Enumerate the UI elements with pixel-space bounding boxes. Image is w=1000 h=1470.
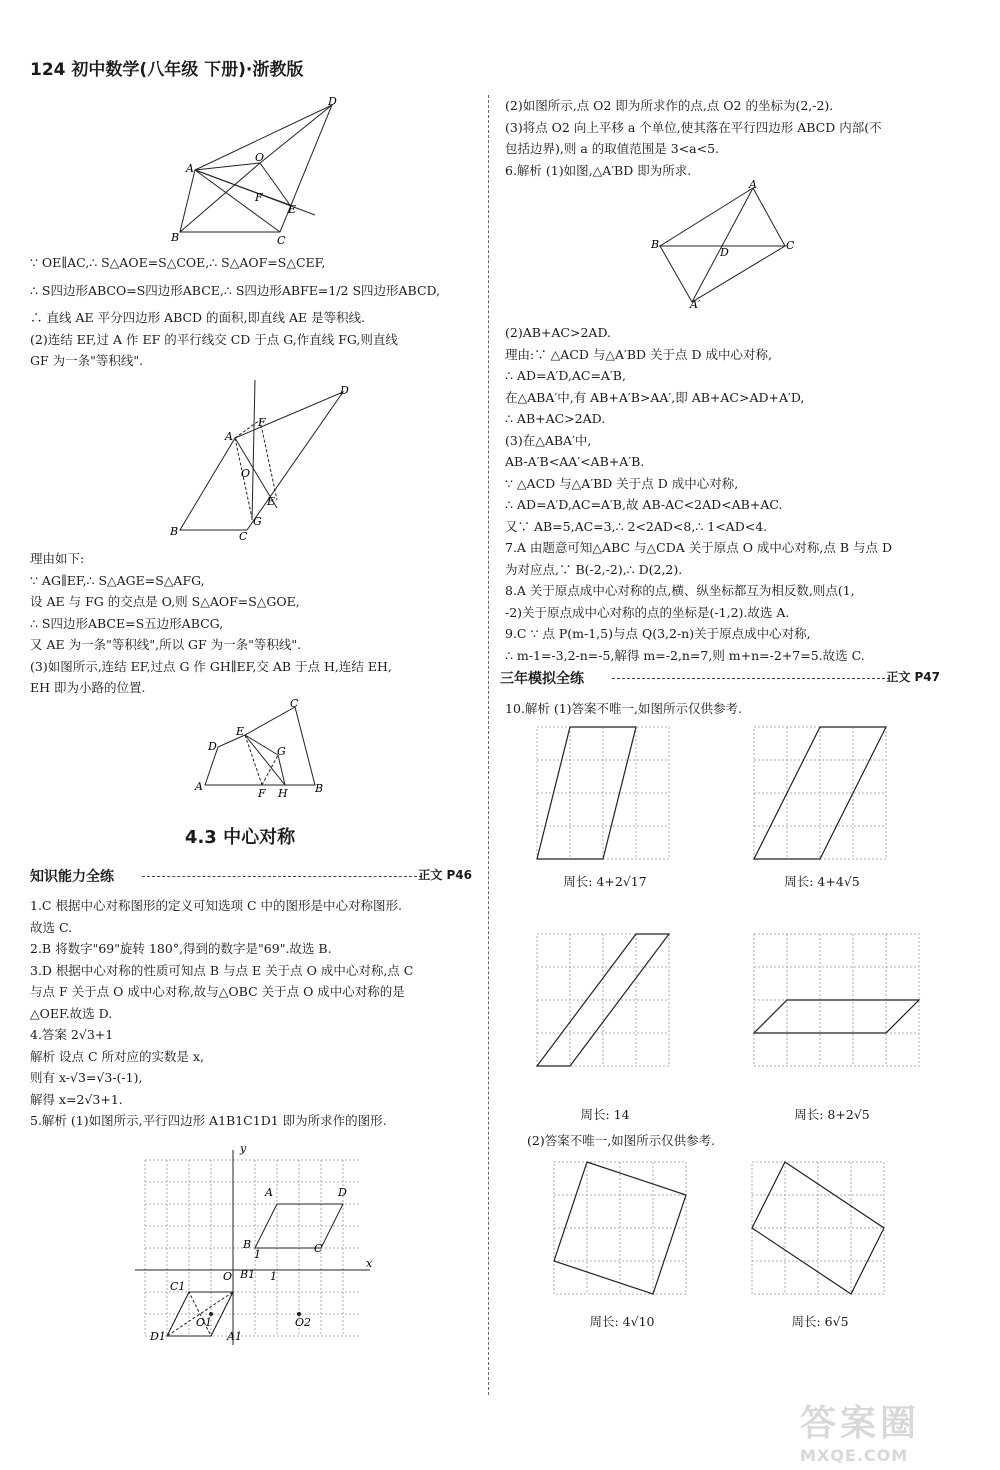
text-line: 8.A 关于原点成中心对称的点,横、纵坐标都互为相反数,则点(1,	[505, 583, 855, 598]
svg-text:C: C	[290, 697, 299, 710]
watermark-text: 答案圈	[800, 1403, 921, 1444]
section-title: 4.3 中心对称	[184, 827, 296, 848]
text-line: ∴ 直线 AE 平分四边形 ABCD 的面积,即直线 AE 是等积线.	[30, 310, 366, 325]
text-line: 理由如下:	[30, 551, 85, 566]
text-line: 7.A 由题意可知△ABC 与△CDA 关于原点 O 成中心对称,点 B 与点 D	[505, 540, 893, 555]
svg-text:C: C	[786, 239, 795, 252]
answer-line: 与点 F 关于点 O 成中心对称,故与△OBC 关于点 O 成中心对称的是	[30, 984, 405, 999]
text-line: 设 AE 与 FG 的交点是 O,则 S△AOF=S△GOE,	[30, 594, 300, 609]
perimeter-caption: 周长: 6√5	[791, 1314, 849, 1329]
bar-page-ref: 正文 P47	[886, 670, 940, 684]
svg-text:y: y	[240, 1142, 247, 1155]
answer-line: 故选 C.	[30, 919, 73, 935]
svg-text:A: A	[186, 162, 194, 175]
svg-text:A: A	[749, 180, 757, 191]
svg-text:D: D	[328, 95, 337, 108]
text-line: ∵ OE∥AC,∴ S△AOE=S△COE,∴ S△AOF=S△CEF,	[30, 255, 326, 270]
perimeter-caption: 周长: 4√10	[589, 1314, 655, 1329]
perimeter-caption: 周长: 14	[580, 1107, 630, 1122]
text-line: (2)连结 EF,过 A 作 EF 的平行线交 CD 于点 G,作直线 FG,则直线	[30, 331, 398, 347]
svg-text:E: E	[288, 203, 297, 216]
answer-line: △OEF.故选 D.	[30, 1005, 113, 1021]
svg-text:1: 1	[270, 1270, 277, 1283]
page-header	[30, 55, 303, 80]
answer-line: 则有 x-√3=√3-(-1),	[30, 1070, 143, 1085]
figure-pentagon	[190, 695, 340, 800]
figure-quadrilateral-1	[165, 95, 355, 245]
text-line: 为对应点,∵ B(-2,-2),∴ D(2,2).	[505, 561, 683, 577]
svg-text:A: A	[265, 1186, 273, 1199]
perimeter-caption: 周长: 4+2√17	[563, 874, 647, 889]
q10-intro: 10.解析 (1)答案不唯一,如图所示仅供参考.	[505, 701, 743, 716]
svg-text:F: F	[258, 416, 266, 429]
svg-text:B: B	[171, 231, 180, 244]
text-line: GF 为一条"等积线".	[30, 353, 144, 368]
text-line: 6.解析 (1)如图,△A′BD 即为所求.	[505, 162, 692, 178]
svg-text:1: 1	[254, 1248, 261, 1261]
bar-title: 三年模拟全练	[500, 671, 584, 687]
column-divider	[488, 95, 489, 1395]
svg-text:B: B	[315, 782, 324, 795]
text-line: 又∵ AB=5,AC=3,∴ 2<2AD<8,∴ 1<AD<4.	[505, 518, 768, 534]
text-line: ∴ S四边形ABCE=S五边形ABCG,	[30, 615, 224, 631]
text-line: (3)如图所示,连结 EF,过点 G 作 GH∥EF,交 AB 于点 H,连结 EH,	[30, 658, 392, 674]
left-block-2	[30, 548, 470, 699]
svg-text:D: D	[340, 384, 349, 397]
text-line: 在△ABA′中,有 AB+A′B>AA′,即 AB+AC>AD+A′D,	[505, 389, 805, 405]
svg-text:D: D	[338, 1186, 347, 1199]
text-line: -2)关于原点成中心对称的点的坐标是(-1,2).故选 A.	[505, 604, 790, 620]
text-line: (3)将点 O2 向上平移 a 个单位,使其落在平行四边形 ABCD 内部(不	[505, 119, 882, 135]
svg-text:B: B	[243, 1238, 252, 1251]
section-bar-left	[30, 866, 472, 888]
figure-triangle	[648, 180, 798, 310]
svg-text:B1: B1	[240, 1268, 256, 1281]
bar-page-ref: 正文 P46	[418, 868, 472, 882]
grid-figure-2	[752, 725, 892, 865]
answer-line: 解析 设点 C 所对应的实数是 x,	[30, 1048, 204, 1064]
svg-text:D: D	[208, 740, 217, 753]
page-number: 124	[30, 60, 66, 80]
svg-text:D: D	[720, 246, 729, 259]
svg-text:D1: D1	[150, 1330, 166, 1343]
grid-figure-4	[752, 932, 922, 1072]
svg-text:A1: A1	[227, 1330, 242, 1343]
text-line: ∵ △ACD 与△A′BD 关于点 D 成中心对称,	[505, 475, 739, 491]
right-block-2	[505, 322, 950, 666]
answer-line: 1.C 根据中心对称图形的定义可知选项 C 中的图形是中心对称图形.	[30, 898, 402, 913]
text-line: ∴ AD=A′D,AC=A′B,	[505, 368, 626, 383]
perimeter-caption: 周长: 8+2√5	[794, 1107, 870, 1122]
grid-figure-5	[552, 1160, 692, 1300]
text-line: ∴ S四边形ABCO=S四边形ABCE,∴ S四边形ABFE=1/2 S四边形ABCD,	[30, 282, 441, 298]
svg-text:B: B	[170, 525, 179, 538]
answer-line: 解得 x=2√3+1.	[30, 1091, 123, 1107]
svg-text:O1: O1	[196, 1316, 213, 1329]
svg-text:G: G	[277, 745, 286, 758]
svg-text:A′: A′	[690, 298, 701, 310]
answer-line: 2.B 将数字"69"旋转 180°,得到的数字是"69".故选 B.	[30, 941, 332, 956]
book-title: 初中数学(八年级 下册)·浙教版	[71, 60, 304, 80]
perimeter-caption: 周长: 4+4√5	[784, 874, 860, 889]
svg-text:H: H	[278, 787, 288, 800]
svg-text:O: O	[255, 151, 265, 164]
text-line: ∴ AD=A′D,AC=A′B,故 AB-AC<2AD<AB+AC.	[505, 497, 783, 512]
q10-part2: (2)答案不唯一,如图所示仅供参考.	[527, 1133, 716, 1148]
svg-text:x: x	[366, 1257, 373, 1270]
grid-figure-3	[535, 932, 675, 1072]
grid-figure-1	[535, 725, 675, 865]
left-block-1	[30, 252, 470, 372]
text-line: ∴ m-1=-3,2-n=-5,解得 m=-2,n=7,则 m+n=-2+7=5.故选 C.	[505, 647, 865, 663]
svg-text:B: B	[651, 238, 660, 251]
figure-coordinate-grid	[130, 1140, 380, 1350]
text-line: 包括边界),则 a 的取值范围是 3<a<5.	[505, 141, 720, 156]
svg-text:A: A	[195, 780, 203, 793]
svg-text:O2: O2	[295, 1316, 312, 1329]
bar-dashed-line	[142, 876, 422, 877]
svg-text:G: G	[253, 515, 262, 528]
right-block-1	[505, 95, 950, 181]
svg-text:C1: C1	[170, 1280, 186, 1293]
text-line: ∵ AG∥EF,∴ S△AGE=S△AFG,	[30, 572, 205, 588]
text-line: 理由:∵ △ACD 与△A′BD 关于点 D 成中心对称,	[505, 346, 772, 362]
svg-text:F: F	[255, 191, 263, 204]
svg-text:F: F	[258, 787, 266, 800]
svg-text:O: O	[223, 1270, 233, 1283]
grid-figure-6	[750, 1160, 890, 1300]
text-line: AB-A′B<AA′<AB+A′B.	[505, 454, 645, 469]
svg-text:E: E	[267, 495, 276, 508]
section-bar-right	[500, 668, 940, 690]
text-line: EH 即为小路的位置.	[30, 680, 146, 695]
svg-text:E: E	[236, 725, 245, 738]
text-line: (2)AB+AC>2AD.	[505, 325, 611, 340]
svg-text:O: O	[241, 467, 251, 480]
text-line: ∴ AB+AC>2AD.	[505, 411, 606, 426]
text-line: 9.C ∵ 点 P(m-1,5)与点 Q(3,2-n)关于原点成中心对称,	[505, 626, 811, 641]
svg-text:A: A	[225, 430, 233, 443]
svg-text:C: C	[277, 234, 286, 245]
watermark	[800, 1395, 990, 1465]
bar-title: 知识能力全练	[30, 869, 114, 885]
bar-dashed-line	[612, 678, 890, 679]
answer-line: 3.D 根据中心对称的性质可知点 B 与点 E 关于点 O 成中心对称,点 C	[30, 962, 414, 978]
text-line: (2)如图所示,点 O2 即为所求作的点,点 O2 的坐标为(2,-2).	[505, 98, 834, 113]
figure-quadrilateral-2	[165, 380, 355, 545]
text-line: (3)在△ABA′中,	[505, 432, 592, 448]
answer-line: 4.答案 2√3+1	[30, 1027, 114, 1042]
left-block-3	[30, 895, 472, 1132]
svg-text:C: C	[239, 530, 248, 543]
watermark-url: MXQE.COM	[800, 1446, 909, 1465]
text-line: 又 AE 为一条"等积线",所以 GF 为一条"等积线".	[30, 637, 302, 652]
answer-line: 5.解析 (1)如图所示,平行四边形 A1B1C1D1 即为所求作的图形.	[30, 1113, 387, 1128]
svg-text:C: C	[314, 1242, 323, 1255]
